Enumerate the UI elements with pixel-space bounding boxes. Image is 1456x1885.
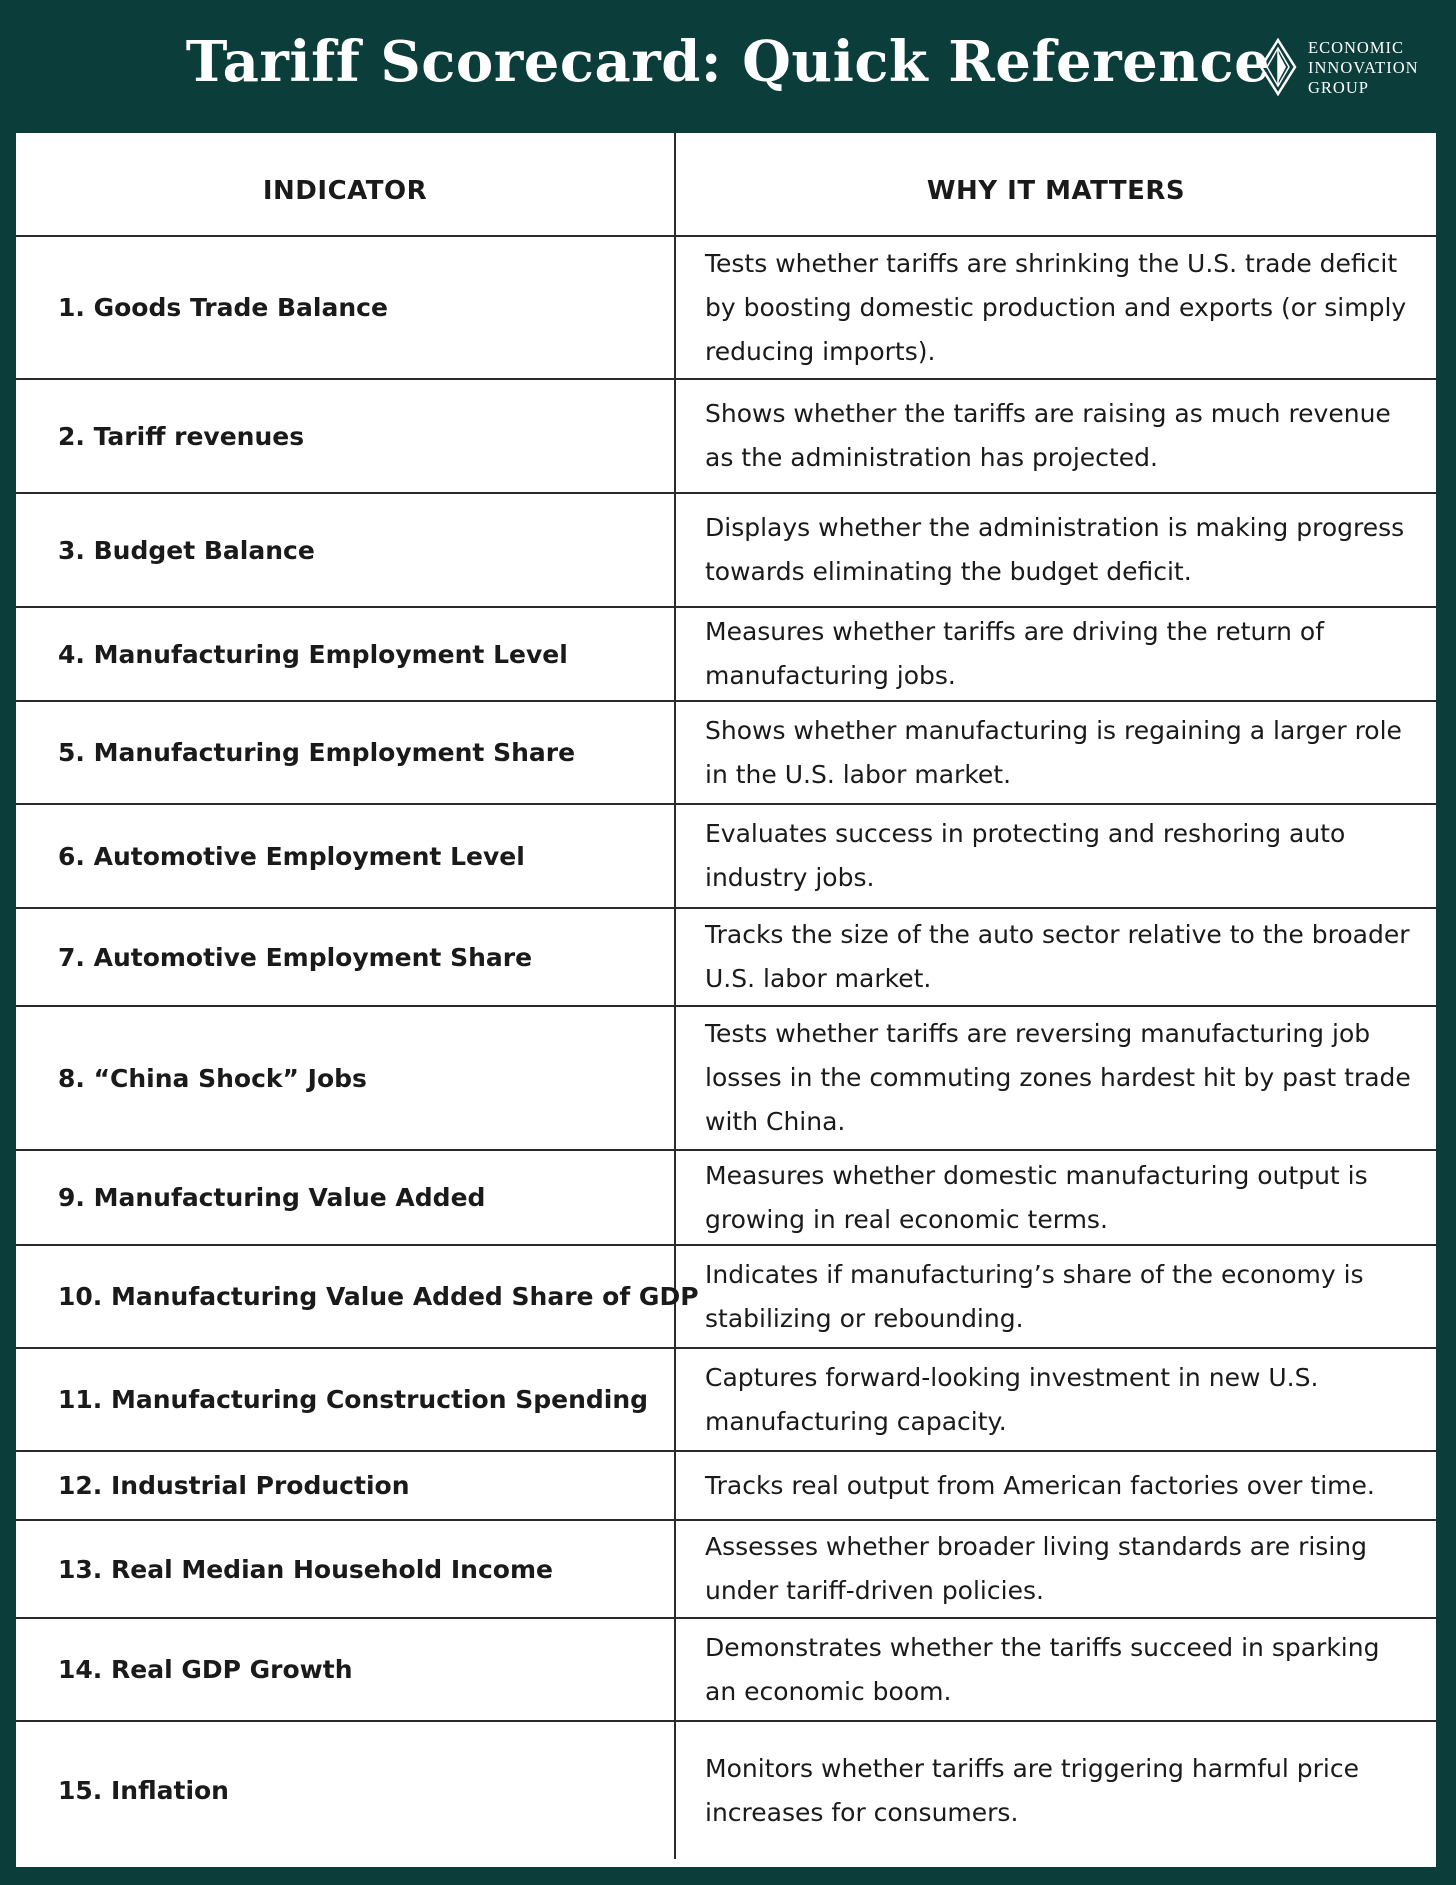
indicator-cell: 8. “China Shock” Jobs (16, 1006, 675, 1150)
logo-wordmark (1308, 38, 1419, 98)
indicator-cell: 2. Tariff revenues (16, 379, 675, 493)
indicator-cell: 12. Industrial Production (16, 1451, 675, 1520)
column-header-indicator: INDICATOR (16, 133, 675, 236)
why-it-matters-cell: Indicates if manufacturing’s share of the economy is stabilizing or rebounding. (675, 1245, 1436, 1348)
indicator-cell: 3. Budget Balance (16, 493, 675, 607)
table-row (16, 236, 1436, 379)
why-it-matters-cell: Tracks the size of the auto sector relative to the broader U.S. labor market. (675, 908, 1436, 1006)
logo-line-2: INNOVATION (1308, 58, 1419, 77)
page-title: Tariff Scorecard: Quick Reference (185, 29, 1271, 95)
table-row (16, 1150, 1436, 1245)
indicator-cell: 11. Manufacturing Construction Spending (16, 1348, 675, 1451)
why-it-matters-cell: Tests whether tariffs are shrinking the U.S. trade deficit by boosting domestic production and exports (or simply reducing imports). (675, 236, 1436, 379)
indicator-cell: 14. Real GDP Growth (16, 1618, 675, 1721)
table-header-row (16, 133, 1436, 236)
indicator-cell: 15. Inflation (16, 1721, 675, 1859)
indicator-cell: 10. Manufacturing Value Added Share of GDP (16, 1245, 675, 1348)
indicator-cell: 1. Goods Trade Balance (16, 236, 675, 379)
table-row (16, 701, 1436, 804)
table-row (16, 908, 1436, 1006)
indicator-cell: 6. Automotive Employment Level (16, 804, 675, 908)
column-header-why-it-matters: WHY IT MATTERS (675, 133, 1436, 236)
indicator-cell: 9. Manufacturing Value Added (16, 1150, 675, 1245)
table-row (16, 804, 1436, 908)
why-it-matters-cell: Captures forward-looking investment in new U.S. manufacturing capacity. (675, 1348, 1436, 1451)
why-it-matters-cell: Assesses whether broader living standards are rising under tariff-driven policies. (675, 1520, 1436, 1618)
diamond-logo-icon (1258, 38, 1298, 96)
why-it-matters-cell: Measures whether tariffs are driving the return of manufacturing jobs. (675, 607, 1436, 701)
logo-line-1: ECONOMIC (1308, 38, 1405, 57)
table-row (16, 493, 1436, 607)
indicator-cell: 4. Manufacturing Employment Level (16, 607, 675, 701)
scorecard-card (16, 133, 1436, 1867)
why-it-matters-cell: Evaluates success in protecting and reshoring auto industry jobs. (675, 804, 1436, 908)
why-it-matters-cell: Tests whether tariffs are reversing manufacturing job losses in the commuting zones hardest hit by past trade with China. (675, 1006, 1436, 1150)
table-row (16, 379, 1436, 493)
table-row (16, 1348, 1436, 1451)
why-it-matters-cell: Shows whether manufacturing is regaining a larger role in the U.S. labor market. (675, 701, 1436, 804)
brand-logo (1258, 38, 1438, 100)
why-it-matters-cell: Measures whether domestic manufacturing output is growing in real economic terms. (675, 1150, 1436, 1245)
why-it-matters-cell: Demonstrates whether the tariffs succeed in sparking an economic boom. (675, 1618, 1436, 1721)
why-it-matters-cell: Tracks real output from American factories over time. (675, 1451, 1436, 1520)
table-row (16, 1245, 1436, 1348)
indicator-cell: 7. Automotive Employment Share (16, 908, 675, 1006)
table-row (16, 1006, 1436, 1150)
table-row (16, 1520, 1436, 1618)
indicator-cell: 5. Manufacturing Employment Share (16, 701, 675, 804)
table-row (16, 1451, 1436, 1520)
why-it-matters-cell: Monitors whether tariffs are triggering harmful price increases for consumers. (705, 1753, 1359, 1827)
why-it-matters-cell: Displays whether the administration is making progress towards eliminating the budget deficit. (675, 493, 1436, 607)
table-row (16, 1721, 1436, 1859)
table-row (16, 607, 1436, 701)
indicator-cell: 13. Real Median Household Income (16, 1520, 675, 1618)
table-row (16, 1618, 1436, 1721)
logo-line-3: GROUP (1308, 78, 1369, 97)
scorecard-table (16, 133, 1436, 1859)
why-it-matters-cell: Shows whether the tariffs are raising as much revenue as the administration has projected. (675, 379, 1436, 493)
page-header (0, 0, 1456, 133)
